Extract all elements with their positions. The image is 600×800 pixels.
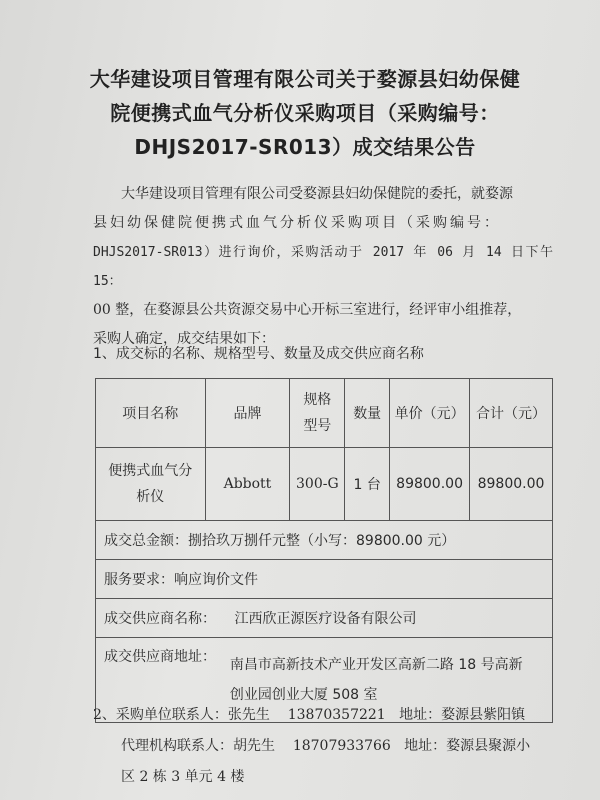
intro-line: 00 整，在婺源县公共资源交易中心开标三室进行，经评审小组推荐， <box>93 302 522 318</box>
intro-line: 大华建设项目管理有限公司受婺源县妇幼保健院的委托，就婺源 <box>121 186 513 202</box>
agency-address: 地址：婺源县聚源小 <box>404 738 531 754</box>
supplier-address: 南昌市高新技术产业开发区高新二路 18 号高新 创业园创业大厦 508 室 <box>290 638 553 723</box>
intro-paragraph <box>93 180 553 354</box>
cell-brand: Abbott <box>205 448 290 521</box>
header-brand: 品牌 <box>205 379 290 448</box>
supplier-label: 成交供应商名称： <box>104 611 216 627</box>
intro-line: 县妇幼保健院便携式血气分析仪采购项目（采购编号： <box>93 215 501 231</box>
table-row <box>96 521 553 560</box>
award-table <box>95 378 553 723</box>
intro-line: DHJS2017-SR013）进行询价，采购活动于 2017 年 06 月 14 日下午 15： <box>93 245 553 289</box>
supplier-name: 江西欣正源医疗设备有限公司 <box>234 611 417 627</box>
cell-name: 便携式血气分 析仪 <box>96 448 206 521</box>
cell-model: 300-G <box>290 448 345 521</box>
header-unit-price: 单价（元） <box>390 379 470 448</box>
header-model: 规格 型号 <box>290 379 345 448</box>
section1-heading: 1、成交标的名称、规格型号、数量及成交供应商名称 <box>93 346 424 362</box>
title-line: 院便携式血气分析仪采购项目（采购编号： <box>110 101 500 125</box>
document-title <box>60 62 550 164</box>
supplier-name-row <box>96 599 553 638</box>
cell-qty: 1 台 <box>345 448 390 521</box>
buyer-phone: 13870357221 <box>287 707 386 723</box>
header-qty: 数量 <box>345 379 390 448</box>
buyer-contact: 2、采购单位联系人：张先生 <box>93 707 270 723</box>
total-amount: 成交总金额：捌拾玖万捌仟元整（小写：89800.00 元） <box>96 521 553 560</box>
title-line: DHJS2017-SR013）成交结果公告 <box>134 135 476 159</box>
address-label: 成交供应商地址： <box>96 638 290 723</box>
service-requirements: 服务要求：响应询价文件 <box>96 560 553 599</box>
header-total: 合计（元） <box>470 379 553 448</box>
buyer-address: 地址：婺源县紫阳镇 <box>399 707 526 723</box>
header-name: 项目名称 <box>96 379 206 448</box>
contact-line: 区 2 栋 3 单元 4 楼 <box>121 769 245 785</box>
contacts-section <box>93 700 563 793</box>
cell-total: 89800.00 <box>470 448 553 521</box>
intro-line: 采购人确定，成交结果如下： <box>93 331 275 347</box>
title-line: 大华建设项目管理有限公司关于婺源县妇幼保健 <box>89 67 521 91</box>
contact-line <box>93 731 563 762</box>
table-row <box>96 560 553 599</box>
agency-phone: 18707933766 <box>292 738 391 754</box>
cell-unit-price: 89800.00 <box>390 448 470 521</box>
agency-contact: 代理机构联系人：胡先生 <box>121 738 275 754</box>
table-row <box>96 599 553 638</box>
contact-line <box>93 700 563 731</box>
table-row <box>96 448 553 521</box>
table-header-row <box>96 379 553 448</box>
